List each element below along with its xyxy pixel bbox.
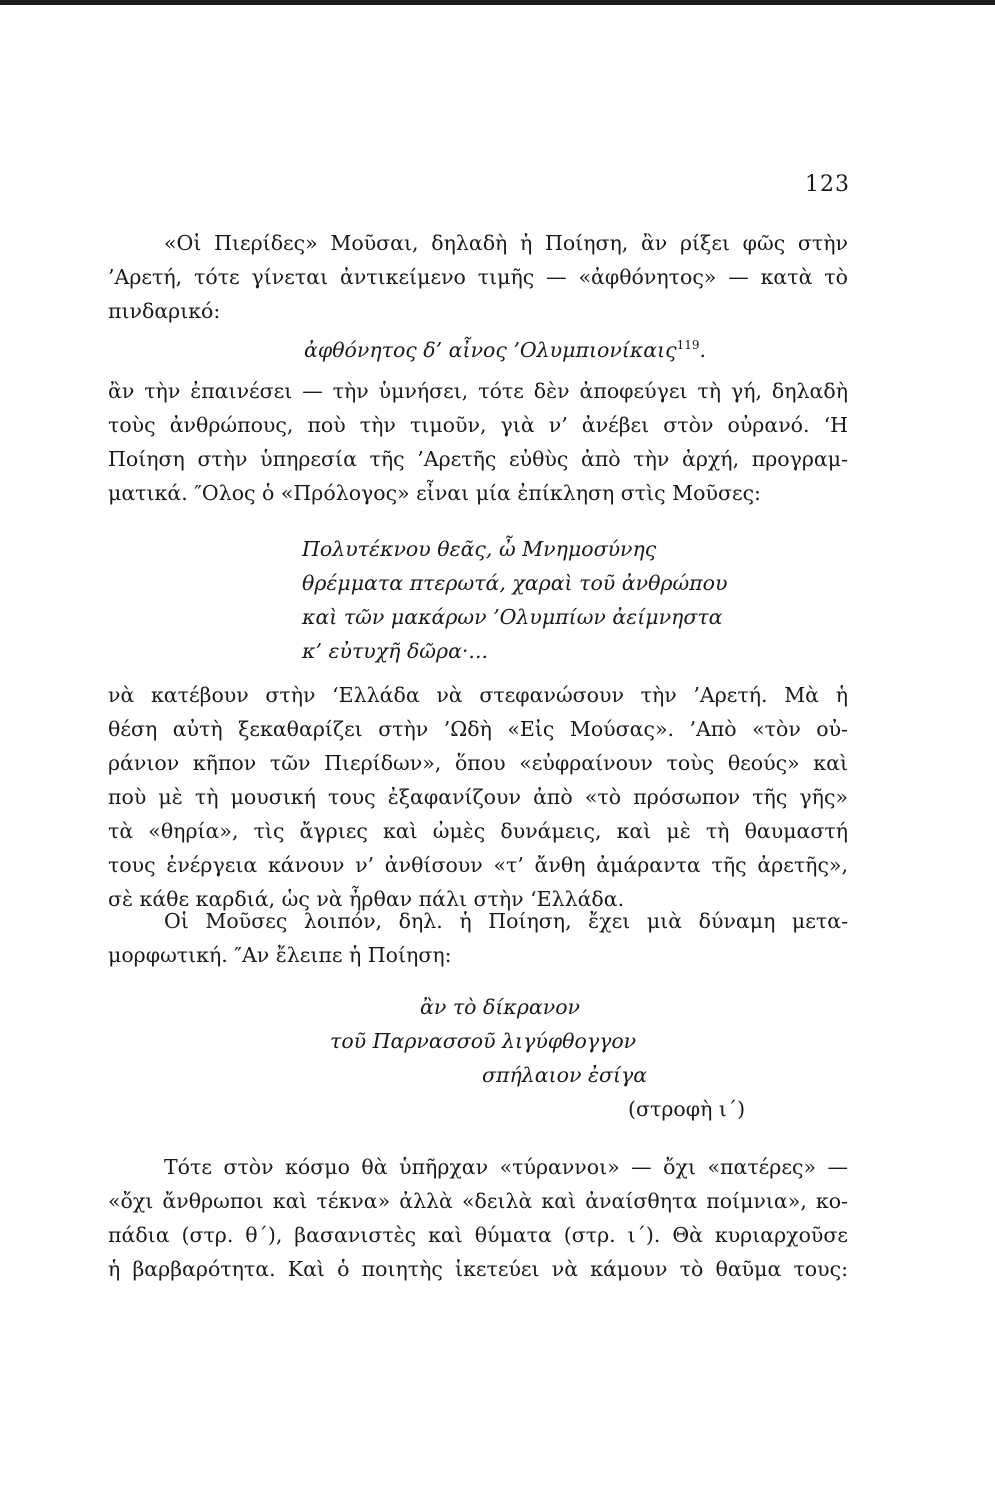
verse-line: σπήλαιον ἐσίγα bbox=[482, 1063, 648, 1087]
paragraph-5 bbox=[108, 1150, 848, 1286]
text-line: τους ἐνέργεια κάνουν ν’ ἀνθίσουν «τ’ ἄνθη ἀμάραντα τῆς ἀρετῆς», bbox=[108, 853, 848, 877]
verse-line: καὶ τῶν μακάρων ’Ολυμπίων ἀείμνηστα bbox=[302, 605, 723, 629]
paragraph-3 bbox=[108, 678, 848, 916]
text-line: Τότε στὸν κόσμο θὰ ὑπῆρχαν «τύραννοι» — ὄχι «πατέρες» — bbox=[164, 1155, 848, 1179]
text-line: πάδια (στρ. θ΄), βασανιστὲς καὶ θύματα (στρ. ι΄). Θὰ κυριαρχοῦσε bbox=[108, 1223, 848, 1247]
verse-line: θρέμματα πτερωτά, χαραὶ τοῦ ἀνθρώπου bbox=[302, 571, 728, 595]
text-line: νὰ κατέβουν στὴν ‘Ελλάδα νὰ στεφανώσουν τὴν ’Αρετή. Μὰ ἡ bbox=[108, 683, 848, 707]
quote-olympionikais: ἀφθόνητος δ’ αἶνος ’Ολυμπιονίκαις$^{119}$. bbox=[304, 337, 707, 362]
scan-top-border bbox=[0, 0, 995, 5]
text-line: μορφωτική. ″Αν ἔλειπε ἡ Ποίηση: bbox=[108, 943, 452, 967]
text-line: ἂν τὴν ἐπαινέσει — τὴν ὑμνήσει, τότε δὲν ἀποφεύγει τὴ γή, δηλαδὴ bbox=[108, 379, 848, 403]
paragraph-2 bbox=[108, 374, 848, 510]
text-line: ματικά. ″Ολος ὁ «Πρόλογος» εἶναι μία ἐπίκληση στὶς Μοῦσες: bbox=[108, 481, 761, 505]
verse-line: ἂν τὸ δίκρανον bbox=[420, 995, 581, 1019]
verse-line: τοῦ Παρνασσοῦ λιγύφθογγον bbox=[330, 1029, 637, 1053]
text-line: «ὄχι ἄνθρωποι καὶ τέκνα» ἀλλὰ «δειλὰ καὶ ἀναίσθητα ποίμνια», κο- bbox=[108, 1189, 848, 1213]
text-line: θέση αὐτὴ ξεκαθαρίζει στὴν ’Ωδὴ «Εἰς Μούσας». ’Απὸ «τὸν οὐ- bbox=[108, 717, 848, 741]
verse-line: Πολυτέκνου θεᾶς, ὦ Μνημοσύνης bbox=[302, 537, 657, 561]
text-line: ποὺ μὲ τὴ μουσική τους ἐξαφανίζουν ἀπὸ «τὸ πρόσωπον τῆς γῆς» bbox=[108, 785, 848, 809]
paragraph-4 bbox=[108, 904, 848, 972]
quote-text: ἀφθόνητος δ’ αἶνος ’Ολυμπιονίκαις bbox=[304, 337, 677, 362]
paragraph-1 bbox=[108, 226, 848, 328]
text-line: τὰ «θηρία», τὶς ἄγριες καὶ ὠμὲς δυνάμεις, καὶ μὲ τὴ θαυμαστή bbox=[108, 819, 848, 843]
text-line: σὲ κάθε καρδιά, ὡς νὰ ἦρθαν πάλι στὴν ‘Ελλάδα. bbox=[108, 887, 625, 911]
text-line: «Οἱ Πιερίδες» Μοῦσαι, δηλαδὴ ἡ Ποίηση, ἂν ρίξει φῶς στὴν bbox=[164, 231, 848, 255]
verse-parnassos bbox=[0, 990, 995, 1126]
text-line: ράνιον κῆπον τῶν Πιερίδων», ὅπου «εὐφραίνουν τοὺς θεούς» καὶ bbox=[108, 751, 848, 775]
verse-line: κ’ εὐτυχῆ δῶρα·... bbox=[302, 639, 488, 663]
text-line: ἡ βαρβαρότητα. Καὶ ὁ ποιητὴς ἱκετεύει νὰ κάμουν τὸ θαῦμα τους: bbox=[108, 1257, 848, 1281]
text-line: Ποίηση στὴν ὑπηρεσία τῆς ’Αρετῆς εὐθὺς ἀπὸ τὴν ἀρχή, προγραμ- bbox=[108, 447, 848, 471]
page-number: 123 bbox=[805, 172, 850, 197]
text-line: πινδαρικό: bbox=[108, 299, 221, 323]
footnote-ref: 119 bbox=[676, 338, 700, 352]
text-line: τοὺς ἀνθρώπους, ποὺ τὴν τιμοῦν, γιὰ ν’ ἀνέβει στὸν οὐρανό. ‘Η bbox=[108, 413, 848, 437]
verse-reference: (στροφὴ ι΄) bbox=[628, 1097, 746, 1121]
verse-prologue bbox=[302, 532, 727, 668]
text-line: Οἱ Μοῦσες λοιπόν, δηλ. ἡ Ποίηση, ἔχει μιὰ δύναμη μετα- bbox=[164, 909, 848, 933]
text-line: ’Αρετή, τότε γίνεται ἀντικείμενο τιμῆς — «ἀφθόνητος» — κατὰ τὸ bbox=[108, 265, 848, 289]
